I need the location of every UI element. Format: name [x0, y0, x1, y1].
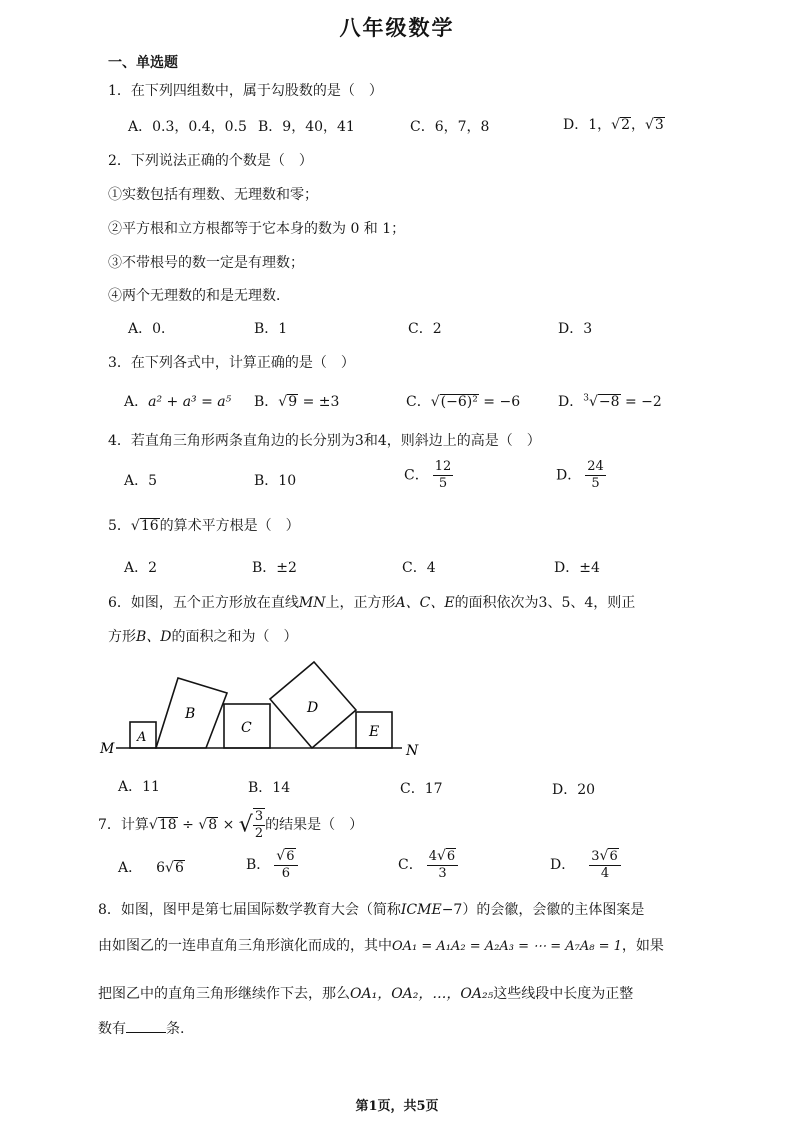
- fraction-denominator: 5: [591, 476, 600, 491]
- question-number: 5．: [108, 518, 131, 534]
- radicand: 3: [654, 117, 664, 133]
- label-d: D: [307, 700, 319, 716]
- question-7-option-a: A． 6√6: [118, 860, 184, 876]
- question-6-option-a: A．11: [118, 779, 160, 795]
- question-2-option-a: A．0．: [128, 321, 176, 337]
- question-6-option-d: D．20: [552, 782, 596, 798]
- question-4-option-b: B．10: [254, 473, 297, 489]
- fraction-denominator: 3: [438, 866, 447, 881]
- question-4-option-c: [404, 459, 453, 492]
- question-4-option-a: A．5: [124, 473, 158, 489]
- question-5-option-a: A．2: [124, 560, 158, 576]
- question-5-option-b: B．±2: [252, 560, 297, 576]
- text: 条.: [166, 1021, 185, 1037]
- radicand: 18: [158, 817, 177, 833]
- question-6-option-b: B．14: [248, 780, 291, 796]
- question-4-option-d: [556, 459, 606, 492]
- text: 方形: [108, 629, 136, 645]
- expression: = −6: [478, 394, 521, 410]
- question-2-stem: 2．下列说法正确的个数是（ ）: [108, 153, 313, 169]
- option-label: D．: [556, 467, 582, 484]
- question-8-line-2: [98, 935, 664, 955]
- operator: ×: [218, 817, 239, 833]
- question-6-line-1: [108, 592, 635, 612]
- text: 把图乙中的直角三角形继续作下去，那么: [98, 986, 350, 1002]
- fraction-denominator: 6: [281, 866, 291, 881]
- question-2-statement-1: ①实数包括有理数、无理数和零；: [108, 187, 318, 203]
- radicand: 6: [446, 849, 456, 864]
- expression: = ±3: [298, 394, 340, 410]
- radicand: 6: [609, 849, 618, 864]
- question-8-line-1: [98, 899, 644, 919]
- text: 由如图乙的一连串直角三角形演化而成的，其中: [98, 938, 392, 954]
- operator: ÷: [177, 817, 199, 833]
- root-index: 3: [583, 393, 589, 404]
- option-label: C．: [406, 394, 431, 410]
- label-c: C: [241, 720, 252, 736]
- question-3-option-d: D．$^3$√−8 = −2: [558, 393, 662, 410]
- question-3-option-b: B．√9 = ±3: [254, 394, 340, 410]
- option-label: B．: [246, 857, 271, 873]
- question-8-line-3: [98, 983, 633, 1003]
- question-2-option-c: C．2: [408, 321, 442, 337]
- text: 的面积之和为（ ）: [171, 629, 298, 645]
- option-label: D．: [550, 857, 576, 873]
- option-label: D．1，: [563, 117, 612, 133]
- question-1-option-b: B．9，40，41: [258, 119, 355, 135]
- segment-list: OA₁，OA₂，…，OA₂₅: [350, 986, 494, 1002]
- label-e: E: [369, 724, 380, 740]
- question-2-statement-2: ②平方根和立方根都等于它本身的数为 0 和 1；: [108, 221, 406, 237]
- question-2-statement-4: ④两个无理数的和是无理数．: [108, 288, 290, 304]
- coefficient: 6: [156, 860, 166, 876]
- coefficient: 4: [428, 849, 437, 864]
- fraction-numerator: 12: [434, 459, 452, 474]
- option-label: A．: [124, 394, 149, 410]
- radicand: (−6)²: [440, 394, 478, 410]
- question-3-option-c: C．√(−6)² = −6: [406, 394, 521, 410]
- square-names: B、D: [136, 629, 172, 645]
- fraction-numerator: 24: [587, 459, 604, 474]
- question-3-option-a: [124, 391, 231, 411]
- question-6-line-2: [108, 626, 298, 646]
- abbreviation: ICME: [400, 902, 442, 918]
- question-5-stem: 5．√16的算术平方根是（ ）: [108, 518, 300, 534]
- question-7-option-c: C． $\frac{4√6}{3}$: [398, 848, 458, 882]
- label-n: N: [406, 743, 419, 759]
- fraction-numerator: 3: [254, 809, 264, 824]
- text: 的面积依次为3、5、4，则正: [454, 595, 636, 611]
- radicand: 6: [286, 849, 295, 864]
- radicand: 6: [174, 860, 184, 876]
- coefficient: 3: [591, 849, 600, 864]
- text: ，如果: [621, 938, 664, 954]
- question-1-stem: 1．在下列四组数中，属于勾股数的是（ ）: [108, 83, 383, 99]
- page-footer: 第1页，共5页: [355, 1099, 439, 1114]
- text: 7．计算: [98, 817, 149, 833]
- question-3-stem: 3．在下列各式中，计算正确的是（ ）: [108, 355, 355, 371]
- label-a: A: [137, 730, 147, 745]
- question-1-option-c: C．6，7，8: [410, 119, 490, 135]
- label-m: M: [100, 741, 115, 757]
- option-label: C．: [404, 467, 429, 484]
- text: 的结果是（ ）: [265, 817, 364, 833]
- option-label: D．: [558, 394, 584, 410]
- option-label: B．: [254, 394, 279, 410]
- fraction-denominator: 2: [254, 826, 264, 841]
- answer-blank[interactable]: [126, 1020, 166, 1033]
- question-7-option-d: D． $\frac{3√6}{4}$: [550, 848, 621, 882]
- page-title: 八年级数学: [339, 16, 455, 40]
- fraction-denominator: 5: [438, 476, 448, 491]
- question-2-option-b: B．1: [254, 321, 288, 337]
- text: 8．如图，图甲是第七届国际数学教育大会（简称: [98, 902, 401, 918]
- text: −7）的会徽，会徽的主体图案是: [441, 902, 645, 918]
- radicand: 8: [208, 817, 218, 833]
- fraction-denominator: 4: [600, 866, 610, 881]
- question-1-option-a: A．0.3，0.4，0.5: [128, 119, 247, 135]
- text: 上，正方形: [325, 595, 396, 611]
- option-label: A．: [118, 860, 143, 876]
- question-8-line-4: [98, 1018, 184, 1038]
- squares-figure: [96, 656, 436, 760]
- question-4-stem: 4．若直角三角形两条直角边的长分别为3和4，则斜边上的高是（ ）: [108, 433, 541, 449]
- option-label: C．: [398, 857, 423, 873]
- question-1-option-d: D．1，√2，√3: [563, 117, 664, 133]
- square-names: A、C、E: [395, 595, 455, 611]
- text: 6．如图，五个正方形放在直线: [108, 595, 299, 611]
- expression: = −2: [620, 394, 662, 410]
- stem-text: 的算术平方根是（ ）: [159, 518, 300, 534]
- radicand: 16: [140, 518, 159, 534]
- question-6-option-c: C．17: [400, 781, 443, 797]
- question-7-stem: 7．计算√18 ÷ √8 × √ $\frac{3}{2}$ 的结果是（ ）: [98, 809, 364, 841]
- line-name: MN: [298, 595, 326, 611]
- question-5-option-d: D．±4: [554, 560, 600, 576]
- label-b: B: [185, 706, 196, 722]
- text: 这些线段中长度为正整: [493, 986, 634, 1002]
- question-7-option-b: B． $\frac{√6}{6}$: [246, 848, 298, 882]
- text: 数有: [98, 1021, 126, 1037]
- expression: a² + a³ = a⁵: [148, 394, 232, 410]
- question-5-option-c: C．4: [402, 560, 436, 576]
- radicand: −8: [598, 394, 620, 410]
- radicand: 9: [288, 394, 298, 410]
- section-heading: 一、单选题: [108, 55, 178, 71]
- radicand: 2: [621, 117, 630, 133]
- equation: OA₁ = A₁A₂ = A₂A₃ = ⋯ = A₇A₈ = 1: [392, 939, 622, 954]
- question-2-option-d: D．3: [558, 321, 593, 337]
- question-2-statement-3: ③不带根号的数一定是有理数；: [108, 255, 304, 271]
